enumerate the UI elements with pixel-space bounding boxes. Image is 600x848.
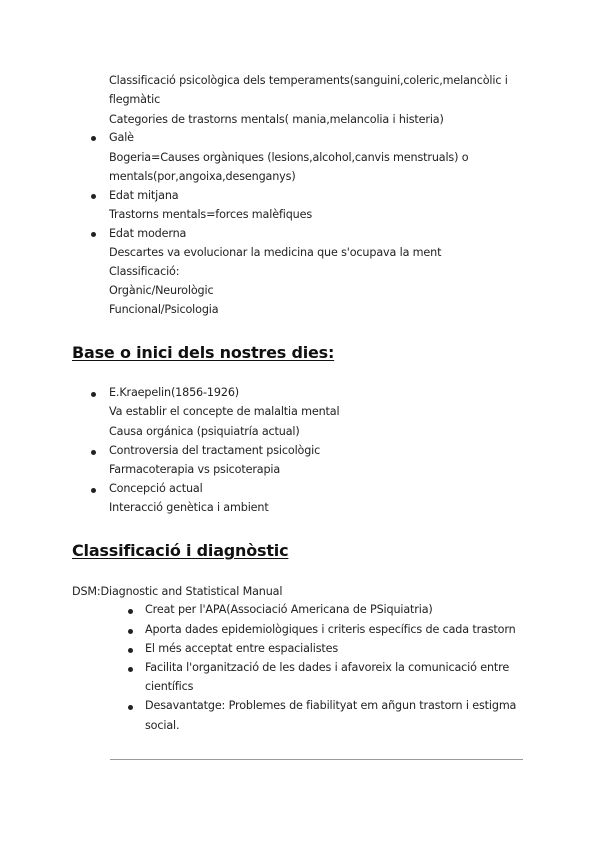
intro-line: Categories de trastorns mentals( mania,melancolia i histeria): [109, 113, 444, 126]
list-item-line: Desavantatge: Problemes de fiabilityat em añgun trastorn i estigma: [145, 699, 517, 712]
list-item-title: Galè: [109, 131, 134, 144]
bullet-icon: [91, 194, 96, 199]
list-item-line: Facilita l'organització de les dades i afavoreix la comunicació entre: [145, 661, 510, 674]
list-item-line: mentals(por,angoixa,desenganys): [109, 170, 296, 183]
horizontal-rule: [110, 759, 523, 760]
list-item-line: Farmacoterapia vs psicoterapia: [109, 463, 281, 476]
list-item-title: Edat moderna: [109, 227, 187, 240]
list-item-line: El més acceptat entre espacialistes: [145, 642, 339, 655]
bullet-icon: [91, 488, 96, 493]
list-item-line: Bogeria=Causes orgàniques (lesions,alcohol,canvis menstruals) o: [109, 151, 469, 164]
bullet-icon: [91, 136, 96, 141]
list-item-line: Creat per l'APA(Associació Americana de PSiquiatria): [145, 603, 433, 616]
bullet-icon: [91, 232, 96, 237]
bullet-icon: [128, 705, 133, 710]
section-heading-base: Base o inici dels nostres dies:: [72, 343, 335, 362]
list-item-line: Causa orgánica (psiquiatría actual): [109, 425, 300, 438]
list-item-line: Orgànic/Neurològic: [109, 284, 214, 297]
bullet-icon: [128, 609, 133, 614]
list-item-title: Concepció actual: [109, 482, 203, 495]
bullet-icon: [128, 648, 133, 653]
section-heading-classification: Classificació i diagnòstic: [72, 541, 289, 560]
bullet-icon: [91, 450, 96, 455]
list-item-line: Interacció genètica i ambient: [109, 501, 269, 514]
list-item-line: científics: [145, 680, 194, 693]
list-item-title: Controversia del tractament psicològic: [109, 444, 321, 457]
list-item-line: social.: [145, 719, 180, 732]
list-item-line: Classificació:: [109, 265, 180, 278]
list-item-line: Va establir el concepte de malaltia mental: [109, 405, 340, 418]
bullet-icon: [128, 629, 133, 634]
list-item-line: Descartes va evolucionar la medicina que s'ocupava la ment: [109, 246, 442, 259]
bullet-icon: [91, 392, 96, 397]
dsm-line: DSM:Diagnostic and Statistical Manual: [72, 585, 283, 598]
list-item-line: Funcional/Psicologia: [109, 303, 219, 316]
intro-line: flegmàtic: [109, 93, 161, 106]
list-item-title: Edat mitjana: [109, 189, 179, 202]
list-item-title: E.Kraepelin(1856-1926): [109, 386, 239, 399]
bullet-icon: [128, 667, 133, 672]
intro-line: Classificació psicològica dels temperaments(sanguini,coleric,melancòlic i: [109, 74, 508, 87]
list-item-line: Aporta dades epidemiològiques i criteris específics de cada trastorn: [145, 623, 516, 636]
list-item-line: Trastorns mentals=forces malèfiques: [109, 208, 313, 221]
